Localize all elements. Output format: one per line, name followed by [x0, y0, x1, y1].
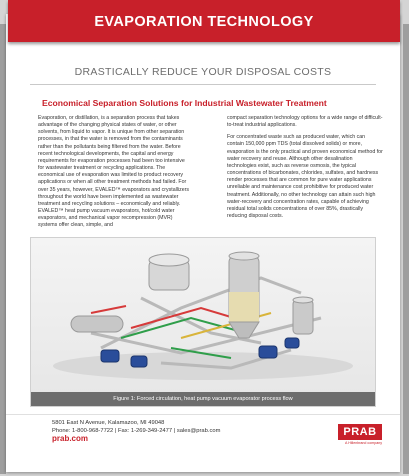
section-heading: Economical Separation Solutions for Industrial Wastewater Treatment — [42, 98, 327, 108]
evaporator-vessel — [229, 252, 259, 338]
subtitle-divider — [30, 84, 376, 85]
side-tank — [293, 297, 313, 334]
prab-logo — [338, 424, 382, 448]
separator-vessel — [149, 254, 189, 290]
body-paragraph: For concentrated waste such as produced water, which can contain 150,000 ppm TDS (total dissolved solids) or more, evaporation is the only practical and proven economical method for water recovery and reuse. Although other desalination technologies exist, such as reverse osmosis, the typical concentrations of bicarbonates, chlorides, sulfates, and hardness render processes that are common for pure water applications unreliable and maintenance cost prohibitive for produced water treatment. Additionally, no other technology can attain such high water-recovery and concentration rates, capable of achieving residual total solids concentrations of over 85%, drastically reducing disposal costs. — [227, 134, 383, 220]
footer-contact — [52, 419, 220, 444]
page-subtitle: DRASTICALLY REDUCE YOUR DISPOSAL COSTS — [74, 66, 332, 78]
page-title: EVAPORATION TECHNOLOGY — [94, 14, 314, 30]
document-page — [6, 14, 400, 472]
footer-divider — [6, 414, 400, 415]
figure-caption: Figure 1: Forced circulation, heat pump vacuum evaporator process flow — [31, 392, 375, 406]
footer-phone-fax-email: Phone: 1-800-968-7722 | Fax: 1-269-349-2477 | sales@prab.com — [52, 428, 221, 435]
body-paragraph: compact separation technology options for a wide range of difficult-to-treat industrial applications. — [227, 115, 383, 129]
body-column-right — [227, 115, 383, 225]
footer-website-link[interactable]: prab.com — [52, 434, 89, 444]
logo-tagline: A Hillenbrand company — [345, 441, 382, 445]
title-banner — [8, 0, 400, 42]
logo-wordmark: PRAB — [338, 424, 382, 440]
heat-exchanger — [71, 316, 123, 332]
page-stack-right — [403, 24, 409, 474]
process-flow-figure — [30, 237, 376, 407]
footer-address: 5801 East N Avenue, Kalamazoo, MI 49048 — [52, 420, 165, 426]
body-paragraph: Evaporation, or distillation, is a separation process that takes advantage of the changing physical states of water, or other solvents, from liquid to vapor. It is unique from other separation processes, in that the water is removed from the contaminants rather than the pollutants being filtered from the water. Before recent technological developments, the capital and energy requirements for evaporation processes had been too intensive for wastewater treatment or recycling applications. The economical use of evaporation was limited to product recovery applications or when all other treatment methods had failed. For over 35 years, however, EVALED™ evaporators and crystallizers throughout the world have been implemented as wastewater treatment and recycling solutions – economically and reliably. EVALED™ heat pump vacuum evaporators, hot/cold water evaporators, and mechanical vapor recompression (MVR) systems offer clean, simple, and — [38, 115, 190, 229]
evaporator-illustration — [31, 238, 375, 392]
body-column-left — [38, 115, 192, 235]
